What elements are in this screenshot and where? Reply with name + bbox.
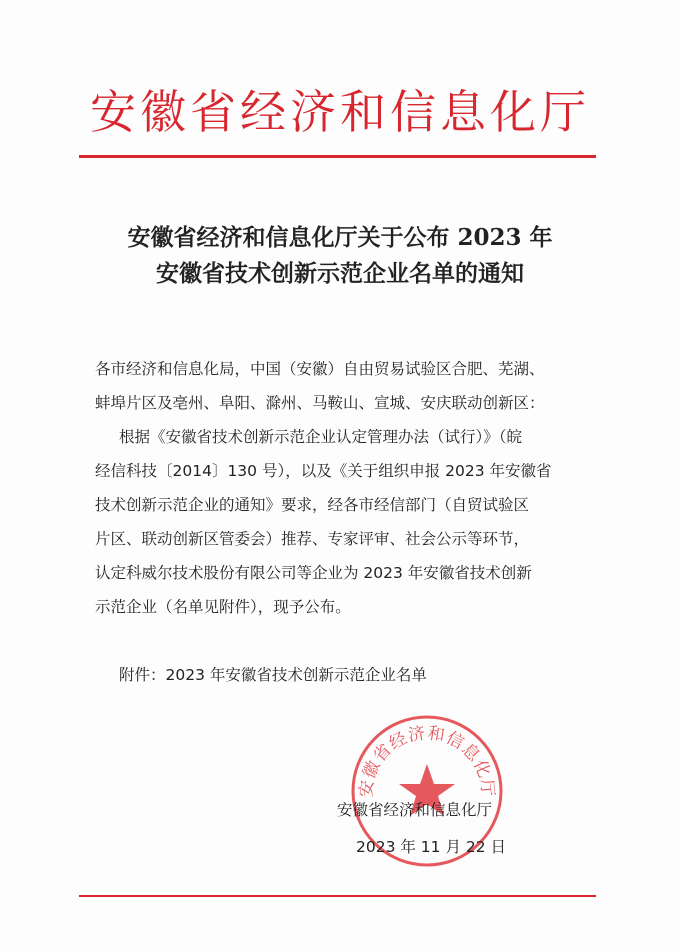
svg-text:安徽省经济和信息化厅: 安徽省经济和信息化厅 — [356, 723, 498, 799]
signoff-organization: 安徽省经济和信息化厅 — [337, 801, 493, 819]
body-paragraph-line-4: 片区、联动创新区管委会）推荐、专家评审、社会公示等环节， — [95, 530, 530, 548]
body-paragraph-line-3: 技术创新示范企业的通知》要求，经各市经信部门（自贸试验区 — [95, 496, 530, 514]
letterhead-title: 安徽省经济和信息化厅 — [90, 85, 590, 139]
salutation-line-1: 各市经济和信息化局，中国（安徽）自由贸易试验区合肥、芜湖、 — [95, 360, 545, 378]
salutation-line-2: 蚌埠片区及亳州、阜阳、滁州、马鞍山、宣城、安庆联动创新区： — [95, 394, 545, 412]
document-title-line-2: 安徽省技术创新示范企业名单的通知 — [156, 260, 524, 287]
attachment-note: 附件：2023 年安徽省技术创新示范企业名单 — [119, 666, 427, 684]
body-paragraph-line-6: 示范企业（名单见附件），现予公布。 — [95, 598, 351, 616]
signoff-date: 2023 年 11 月 22 日 — [356, 838, 507, 856]
footer-divider — [79, 895, 596, 897]
document-title-line-1: 安徽省经济和信息化厅关于公布 2023 年 — [127, 224, 553, 251]
letterhead-divider — [79, 155, 596, 158]
body-paragraph-line-5: 认定科威尔技术股份有限公司等企业为 2023 年安徽省技术创新 — [95, 564, 532, 582]
body-paragraph-line-1: 根据《安徽省技术创新示范企业认定管理办法（试行）》（皖 — [119, 428, 523, 446]
body-paragraph-line-2: 经信科技〔2014〕130 号），以及《关于组织申报 2023 年安徽省 — [95, 462, 552, 480]
